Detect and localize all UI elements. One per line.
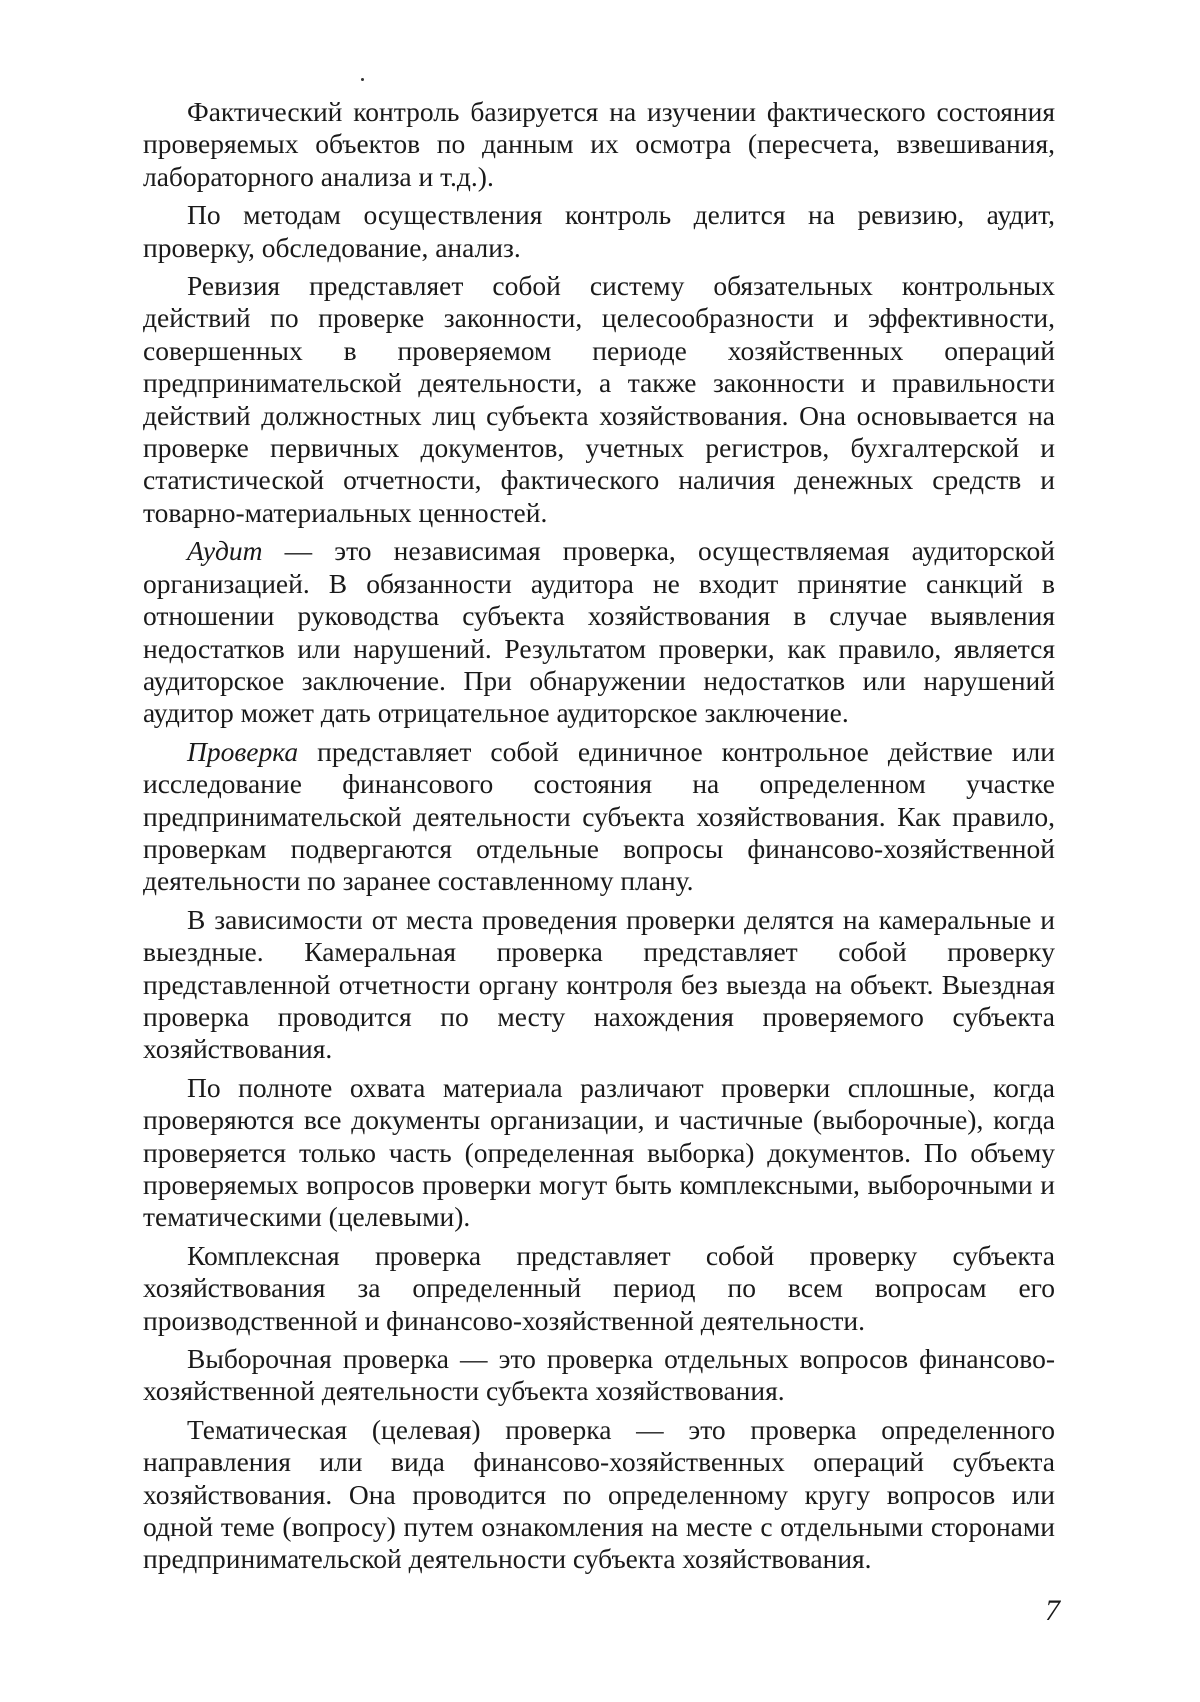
paragraph-revision [143,270,1055,529]
paragraph-text: По полноте охвата материала различают проверки сплошные, когда проверяются все документы организации, и частичные (выборочные), когда проверяется только часть (определенная выборка) документов. По объему проверяемых вопросов проверки могут быть комплексными, выборочными и тематическими (целевыми). [143,1071,1055,1233]
paragraph-audit [143,535,1055,729]
paragraph-text: представляет собой единичное контрольное действие или исследование финансового состояния на определенном участке предпринимательской деятельности субъекта хозяйствования. Как правило, проверкам подвергаются отдельные вопросы финансово-хозяйственной деятельности по заранее составленному плану. [143,735,1055,897]
paragraph-inspection [143,736,1055,898]
paragraph-text: Выборочная проверка — это проверка отдельных вопросов финансово-хозяйственной деятельности субъекта хозяйствования. [143,1343,1055,1407]
page-number: 7 [1045,1594,1060,1627]
paragraph-text: По методам осуществления контроль делится на ревизию, аудит, проверку, обследование, анализ. [143,199,1055,263]
paragraph-text: В зависимости от места проведения проверки делятся на камеральные и выездные. Камеральная проверка представляет собой проверку представленной отчетности органу контроля без выезда на объект. Выездная проверка проводится по месту нахождения проверяемого субъекта хозяйствования. [143,903,1055,1065]
paragraph-inspection-location [143,904,1055,1066]
paragraph-text: Комплексная проверка представляет собой проверку субъекта хозяйствования за определенный период по всем вопросам его производственной и финансово-хозяйственной деятельности. [143,1239,1055,1336]
paragraph-thematic-inspection [143,1414,1055,1576]
paragraph-complex-inspection [143,1240,1055,1337]
paragraph-lead-term: Проверка [187,735,299,767]
paragraph-text: Ревизия представляет собой систему обязательных контрольных действий по проверке законности, целесообразности и эффективности, совершенных в проверяемом периоде хозяйственных операций предпринимательской деятельности, а также законности и правильности действий должностных лиц субъекта хозяйствования. Она основывается на проверке первичных документов, учетных регистров, бухгалтерской и статистической отчетности, фактического наличия денежных средств и товарно-материальных ценностей. [143,270,1055,528]
paragraph-fact-control [143,96,1055,193]
body-text [143,96,1055,1582]
paragraph-selective-inspection [143,1343,1055,1408]
paragraph-lead-term: Аудит [187,535,263,567]
paragraph-inspection-coverage [143,1072,1055,1234]
scan-speck [361,78,364,81]
paragraph-text: — это независимая проверка, осуществляемая аудиторской организацией. В обязанности аудитора не входит принятие санкций в отношении руководства субъекта хозяйствования в случае выявления недостатков или нарушений. Результатом проверки, как правило, является аудиторское заключение. При обнаружении недостатков или нарушений аудитор может дать отрицательное аудиторское заключение. [143,535,1055,729]
paragraph-control-methods [143,199,1055,264]
paragraph-text: Фактический контроль базируется на изучении фактического состояния проверяемых объектов по данным их осмотра (пересчета, взвешивания, лабораторного анализа и т.д.). [143,96,1055,192]
paragraph-text: Тематическая (целевая) проверка — это проверка определенного направления или вида финансово-хозяйственных операций субъекта хозяйствования. Она проводится по определенному кругу вопросов или одной теме (вопросу) путем ознакомления на месте с отдельными сторонами предпринимательской деятельности субъекта хозяйствования. [143,1413,1055,1575]
